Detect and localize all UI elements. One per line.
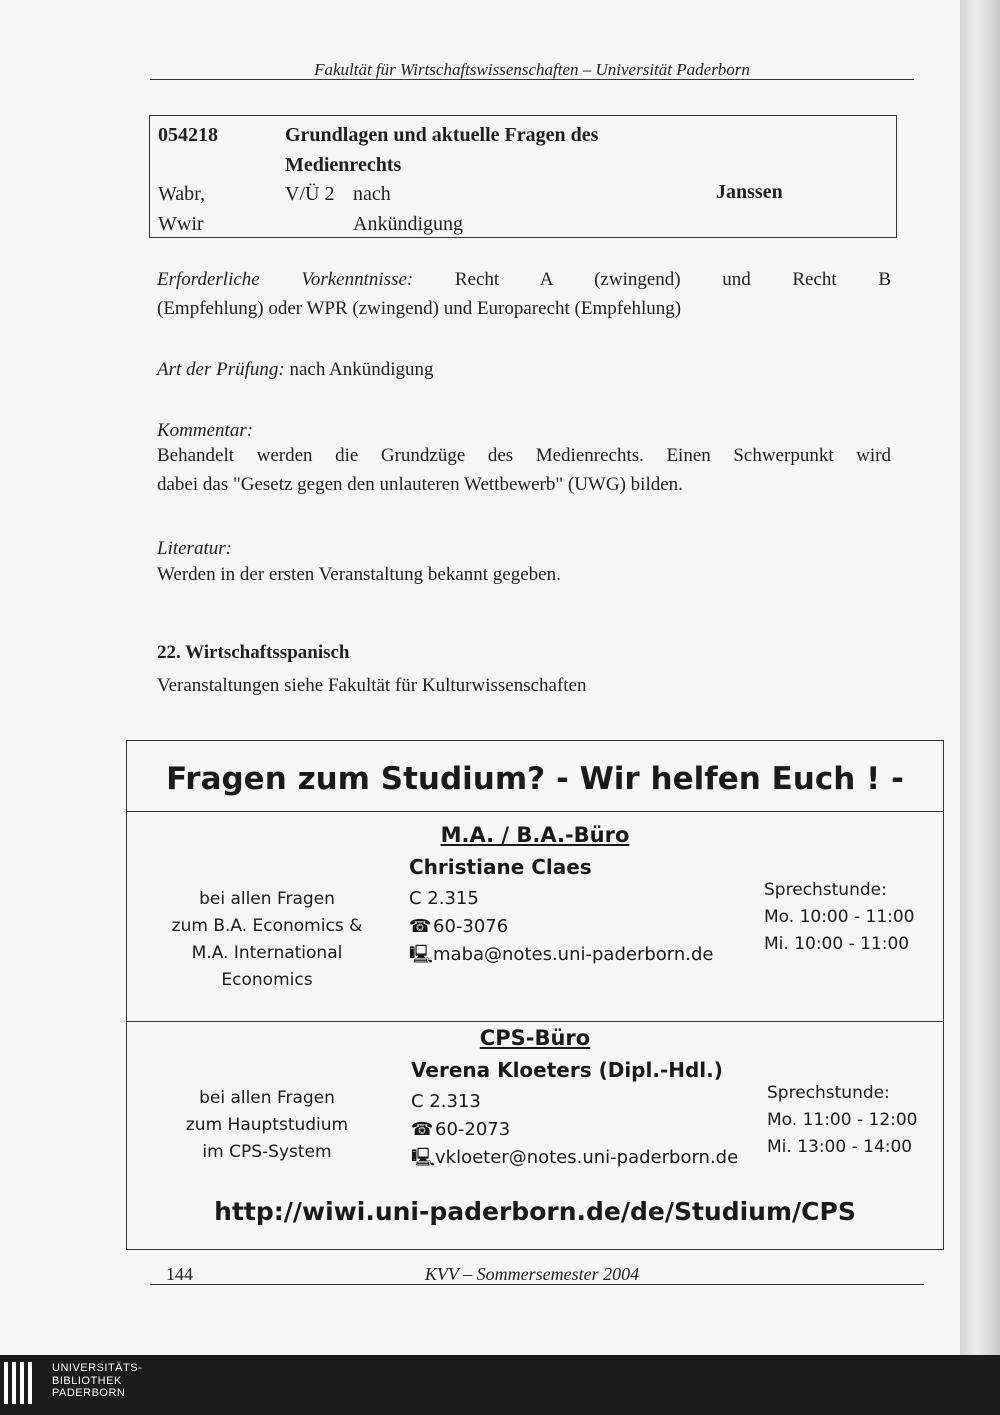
maba-hours-line: Mo. 10:00 - 11:00 bbox=[764, 907, 915, 927]
cps-contact-name: Verena Kloeters (Dipl.-Hdl.) bbox=[411, 1058, 723, 1082]
cps-phone: 60-2073 bbox=[435, 1119, 511, 1140]
maba-audience bbox=[147, 886, 387, 994]
computer-icon: 🖳 bbox=[409, 944, 434, 965]
cps-audience-line: im CPS-System bbox=[202, 1142, 332, 1162]
exam-row bbox=[157, 359, 434, 381]
course-number: 054218 bbox=[158, 124, 218, 146]
course-lecturer: Janssen bbox=[716, 181, 783, 203]
course-type: V/Ü 2 bbox=[285, 183, 335, 205]
maba-contact-details bbox=[409, 885, 714, 969]
telephone-icon: ☎ bbox=[411, 1119, 434, 1140]
footer-rule bbox=[150, 1284, 924, 1285]
maba-hours bbox=[764, 877, 915, 958]
help-box-divider-2 bbox=[127, 1021, 943, 1022]
maba-audience-line: bei allen Fragen bbox=[199, 889, 335, 909]
maba-email[interactable]: maba@notes.uni-paderborn.de bbox=[433, 944, 714, 965]
maba-phone: 60-3076 bbox=[433, 916, 509, 937]
cps-office-title: CPS-Büro bbox=[479, 1026, 591, 1050]
library-name bbox=[52, 1362, 142, 1400]
maba-contact-name: Christiane Claes bbox=[409, 855, 592, 879]
course-title-line2: Medienrechts bbox=[285, 154, 402, 176]
cps-hours-line: Mi. 13:00 - 14:00 bbox=[767, 1137, 913, 1157]
help-box-title: Fragen zum Studium? - Wir helfen Euch ! - bbox=[166, 761, 904, 797]
exam-label: Art der Prüfung: bbox=[157, 359, 285, 380]
prerequisites-line2: (Empfehlung) oder WPR (zwingend) und Europarecht (Empfehlung) bbox=[157, 298, 682, 319]
comment-label: Kommentar: bbox=[157, 420, 254, 441]
library-name-line: PADERBORN bbox=[52, 1387, 126, 1399]
literature-label: Literatur: bbox=[157, 538, 232, 559]
maba-phone-row bbox=[409, 913, 714, 941]
telephone-icon: ☎ bbox=[409, 916, 432, 937]
cps-hours-label: Sprechstunde: bbox=[767, 1083, 890, 1103]
literature-value: Werden in der ersten Veranstaltung bekannt gegeben. bbox=[157, 564, 561, 585]
help-box-divider-1 bbox=[127, 811, 943, 812]
course-title-line1: Grundlagen und aktuelle Fragen des bbox=[285, 124, 599, 146]
section-text: Veranstaltungen siehe Fakultät für Kulturwissenschaften bbox=[157, 675, 587, 696]
cps-phone-row bbox=[411, 1116, 738, 1144]
page-edge bbox=[960, 0, 1000, 1355]
library-logo-icon bbox=[4, 1362, 44, 1408]
cps-email-row bbox=[411, 1144, 738, 1172]
comment-line1: Behandelt werden die Grundzüge des Medienrechts. Einen Schwerpunkt wird bbox=[157, 445, 891, 466]
maba-room: C 2.315 bbox=[409, 888, 479, 909]
course-audience-line1: Wabr, bbox=[158, 183, 206, 205]
help-box-url[interactable]: http://wiwi.uni-paderborn.de/de/Studium/CPS bbox=[214, 1197, 856, 1226]
maba-hours-label: Sprechstunde: bbox=[764, 880, 887, 900]
prerequisites-line1 bbox=[157, 269, 891, 291]
course-schedule-line1: nach bbox=[353, 183, 391, 205]
library-name-line: UNIVERSITÄTS- bbox=[52, 1362, 143, 1374]
maba-audience-line: zum B.A. Economics & bbox=[171, 916, 363, 936]
maba-hours-line: Mi. 10:00 - 11:00 bbox=[764, 934, 910, 954]
maba-audience-line: M.A. International bbox=[191, 943, 343, 963]
prerequisites-text1: Recht A (zwingend) und Recht B bbox=[454, 269, 891, 290]
cps-audience bbox=[147, 1085, 387, 1166]
cps-audience-line: bei allen Fragen bbox=[199, 1088, 335, 1108]
course-box bbox=[149, 115, 897, 238]
maba-office-title: M.A. / B.A.-Büro bbox=[440, 823, 630, 847]
page-number: 144 bbox=[166, 1264, 193, 1284]
cps-contact-details bbox=[411, 1088, 738, 1172]
help-box bbox=[126, 740, 944, 1250]
cps-audience-line: zum Hauptstudium bbox=[185, 1115, 349, 1135]
prerequisites-label: Erforderliche Vorkenntnisse: bbox=[157, 269, 414, 290]
library-name-line: BIBLIOTHEK bbox=[52, 1374, 122, 1387]
computer-icon: 🖳 bbox=[411, 1147, 436, 1168]
course-schedule-line2: Ankündigung bbox=[353, 213, 463, 235]
section-heading: 22. Wirtschaftsspanisch bbox=[157, 642, 350, 663]
comment-line2: dabei das "Gesetz gegen den unlauteren Wettbewerb" (UWG) bilden. bbox=[157, 474, 683, 495]
cps-hours-line: Mo. 11:00 - 12:00 bbox=[767, 1110, 918, 1130]
course-audience-line2: Wwir bbox=[158, 213, 204, 235]
running-title: Fakultät für Wirtschaftswissenschaften – Universität Paderborn bbox=[314, 60, 750, 79]
maba-audience-line: Economics bbox=[221, 970, 313, 990]
exam-value: nach Ankündigung bbox=[289, 359, 434, 380]
cps-hours bbox=[767, 1080, 918, 1161]
cps-email[interactable]: vkloeter@notes.uni-paderborn.de bbox=[435, 1147, 739, 1168]
footer-title: KVV – Sommersemester 2004 bbox=[424, 1264, 640, 1284]
header-rule bbox=[150, 79, 914, 80]
library-footer-band bbox=[0, 1355, 1000, 1415]
cps-room: C 2.313 bbox=[411, 1091, 481, 1112]
maba-email-row bbox=[409, 941, 714, 969]
